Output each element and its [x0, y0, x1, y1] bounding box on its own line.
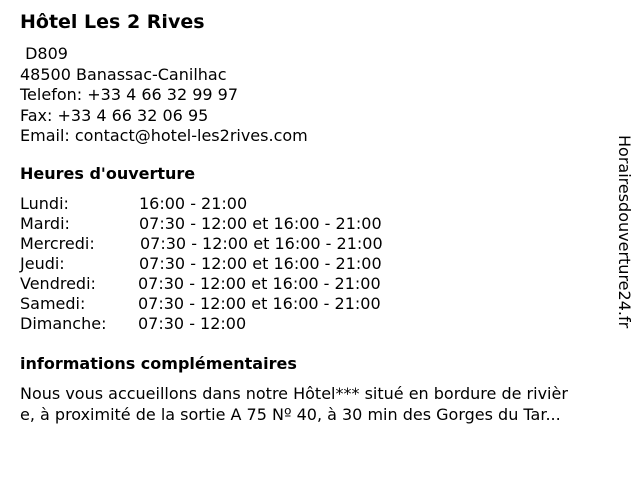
day-label: Mardi: [20, 214, 70, 233]
day-label: Jeudi: [20, 254, 65, 273]
hours-row-monday [20, 194, 440, 214]
time-range: 07:30 - 12:00 et 16:00 - 21:00 [138, 274, 381, 293]
time-range: 07:30 - 12:00 et 16:00 - 21:00 [138, 294, 381, 313]
day-label: Samedi: [20, 294, 86, 313]
fax-number: Fax: +33 4 66 32 06 95 [20, 105, 209, 125]
site-watermark: Horairesdouverture24.fr [615, 135, 634, 329]
street-address: D809 [20, 44, 68, 63]
address-block [20, 44, 308, 147]
hotel-description [20, 383, 620, 425]
phone-number: Telefon: +33 4 66 32 99 97 [20, 85, 239, 104]
time-range: 16:00 - 21:00 [139, 194, 248, 213]
hotel-name: Hôtel Les 2 Rives [20, 11, 205, 33]
time-range: 07:30 - 12:00 et 16:00 - 21:00 [139, 214, 382, 233]
day-label: Vendredi: [20, 274, 96, 293]
time-range: 07:30 - 12:00 [138, 314, 247, 333]
hours-row-wednesday [20, 234, 440, 254]
description-line: e, à proximité de la sortie A 75 Nº 40, à 30 min des Gorges du Tar... [20, 405, 561, 424]
additional-info-heading: informations complémentaires [20, 354, 297, 373]
hours-row-thursday [20, 254, 440, 274]
hours-row-tuesday [20, 214, 440, 234]
time-range: 07:30 - 12:00 et 16:00 - 21:00 [140, 234, 383, 253]
day-label: Mercredi: [20, 234, 95, 253]
hours-row-friday [20, 274, 440, 294]
description-line: Nous vous accueillons dans notre Hôtel*** situé en bordure de rivièr [20, 384, 568, 403]
postal-city: 48500 Banassac-Canilhac [20, 64, 227, 84]
day-label: Lundi: [20, 194, 69, 213]
time-range: 07:30 - 12:00 et 16:00 - 21:00 [139, 254, 382, 273]
opening-hours-heading: Heures d'ouverture [20, 164, 196, 183]
hours-row-sunday [20, 314, 440, 334]
email-address: Email: contact@hotel-les2rives.com [20, 126, 308, 145]
opening-hours-table [20, 194, 440, 334]
day-label: Dimanche: [20, 314, 107, 333]
hours-row-saturday [20, 294, 440, 314]
